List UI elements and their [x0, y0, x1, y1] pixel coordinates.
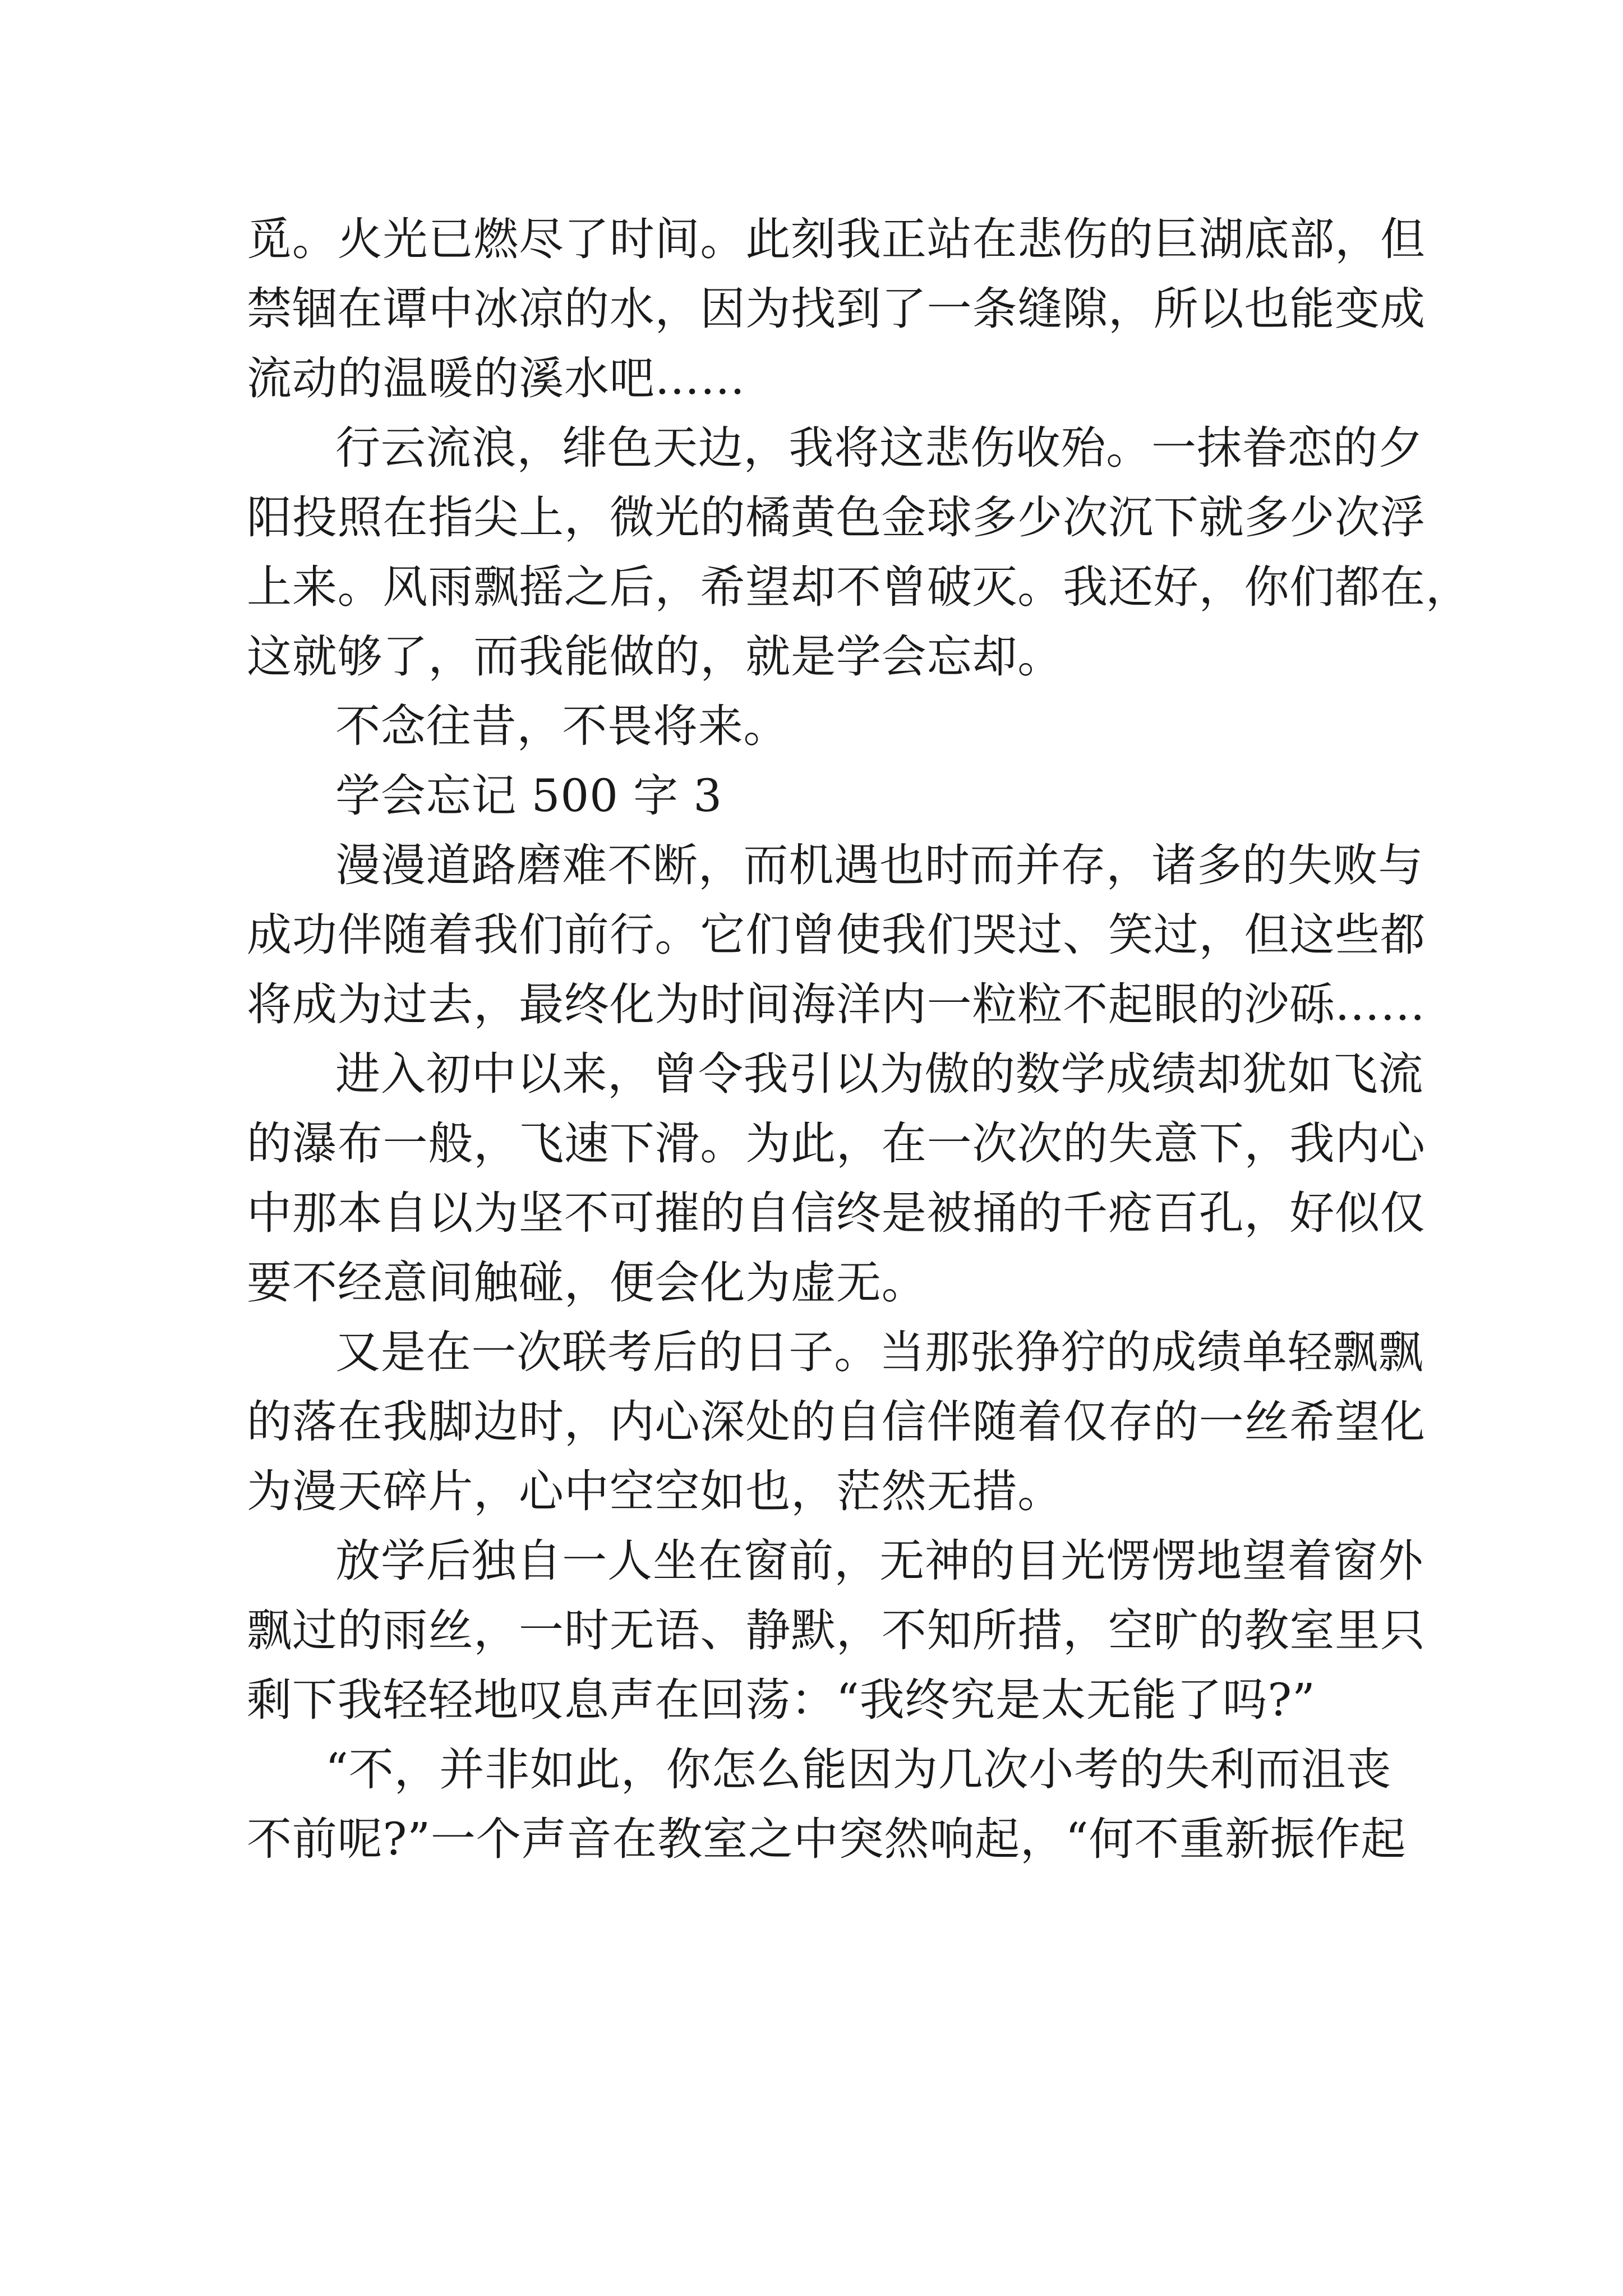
- text-line: 流动的温暖的溪水吧……: [247, 352, 746, 404]
- text-line: 要不经意间触碰，便会化为虚无。: [247, 1257, 927, 1309]
- text-line: 剩下我轻轻地叹息声在回荡：“我终究是太无能了吗?”: [247, 1674, 1316, 1726]
- text-line: 的瀑布一般，飞速下滑。为此，在一次次的失意下，我内心: [247, 1117, 1426, 1170]
- text-line: 中那本自以为坚不可摧的自信终是被捅的千疮百孔，好似仅: [247, 1187, 1426, 1239]
- text-line: 飘过的雨丝，一时无语、静默，不知所措，空旷的教室里只: [247, 1604, 1426, 1657]
- text-line: 漫漫道路磨难不断，而机遇也时而并存，诸多的失败与: [335, 839, 1424, 891]
- text-line: 将成为过去，最终化为时间海洋内一粒粒不起眼的沙砾……: [247, 978, 1426, 1030]
- text-line: 觅。火光已燃尽了时间。此刻我正站在悲伤的巨湖底部，但: [247, 213, 1426, 265]
- text-line: 为漫天碎片，心中空空如也，茫然无措。: [247, 1465, 1063, 1517]
- text-line: “不，并非如此，你怎么能因为几次小考的失利而沮丧: [325, 1743, 1392, 1796]
- text-line: 的落在我脚边时，内心深处的自信伴随着仅存的一丝希望化: [247, 1396, 1426, 1448]
- text-line: 不前呢?”一个声音在教室之中突然响起，“何不重新振作起: [247, 1813, 1407, 1865]
- text-line: 成功伴随着我们前行。它们曾使我们哭过、笑过，但这些都: [247, 909, 1426, 961]
- text-line: 又是在一次联考后的日子。当那张狰狞的成绩单轻飘飘: [335, 1326, 1424, 1378]
- text-line: 这就够了，而我能做的，就是学会忘却。: [247, 631, 1063, 683]
- text-line: 禁锢在谭中冰凉的水，因为找到了一条缝隙，所以也能变成: [247, 283, 1426, 335]
- text-line: 不念往昔，不畏将来。: [335, 700, 789, 752]
- text-line: 放学后独自一人坐在窗前，无神的目光愣愣地望着窗外: [335, 1535, 1424, 1587]
- text-line: 行云流浪，绯色天边，我将这悲伤收殆。一抹眷恋的夕: [335, 422, 1424, 474]
- text-line: 上来。风雨飘摇之后，希望却不曾破灭。我还好，你们都在，: [247, 561, 1471, 613]
- section-heading: 学会忘记 500 字 3: [335, 770, 722, 822]
- document-body: [247, 205, 1471, 1874]
- text-line: 进入初中以来，曾令我引以为傲的数学成绩却犹如飞流: [335, 1048, 1424, 1100]
- text-line: 阳投照在指尖上，微光的橘黄色金球多少次沉下就多少次浮: [247, 491, 1426, 544]
